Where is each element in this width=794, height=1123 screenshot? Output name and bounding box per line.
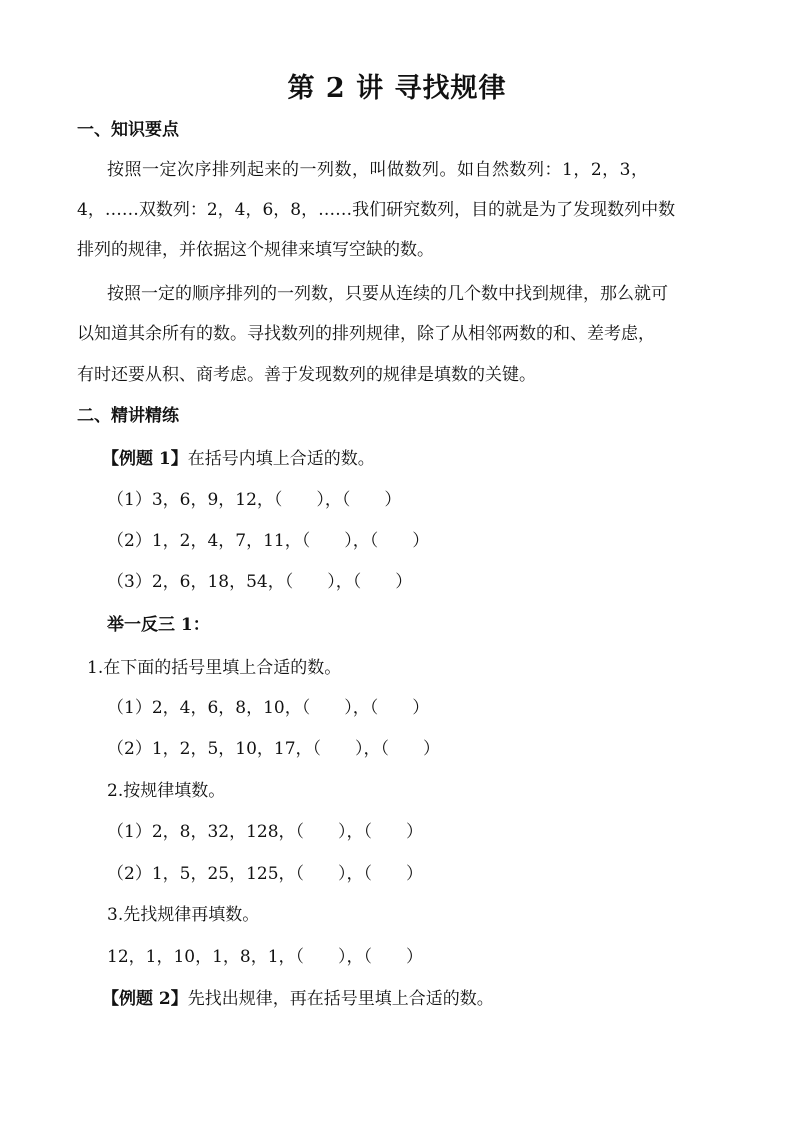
practice-q2-item-2: （2）1，5，25，125，（ ），（ ） (107, 864, 424, 884)
example-1-prompt (102, 447, 375, 471)
example-2-prompt (102, 987, 494, 1011)
practice-q3-item-1: 12，1，10，1，8，1，（ ），（ ） (107, 947, 424, 967)
paragraph-2-line-1: 按照一定的顺序排列的一列数，只要从连续的几个数中找到规律，那么就可 (107, 284, 668, 304)
paragraph-1-line-3: 排列的规律，并依据这个规律来填写空缺的数。 (77, 240, 434, 260)
practice-q1-item-2: （2）1，2，5，10，17，（ ），（ ） (107, 739, 441, 759)
practice-q2-item-1: （1）2，8，32，128，（ ），（ ） (107, 822, 424, 842)
paragraph-1-line-2: 4，……双数列：2，4，6，8，……我们研究数列，目的就是为了发现数列中数 (77, 200, 676, 220)
page-title: 第 2 讲 寻找规律 (287, 73, 507, 104)
practice-q2-text: 2.按规律填数。 (107, 781, 226, 801)
practice-q1-item-1: （1）2，4，6，8，10，（ ），（ ） (107, 698, 430, 718)
practice-heading: 举一反三 1： (107, 615, 210, 635)
practice-q1-text: 1.在下面的括号里填上合适的数。 (87, 658, 342, 678)
example-2-tag: 【例题 2】 (102, 989, 188, 1009)
example-1-item-2: （2）1，2，4，7，11，（ ），（ ） (107, 531, 430, 551)
example-1-item-1: （1）3，6，9，12，（ ），（ ） (107, 490, 402, 510)
paragraph-2-line-2: 以知道其余所有的数。寻找数列的排列规律，除了从相邻两数的和、差考虑， (77, 324, 655, 344)
practice-q3-text: 3.先找规律再填数。 (107, 905, 260, 925)
paragraph-2-line-3: 有时还要从积、商考虑。善于发现数列的规律是填数的关键。 (77, 365, 536, 385)
example-1-text: 在括号内填上合适的数。 (187, 449, 375, 469)
section-heading-practice: 二、精讲精练 (77, 406, 179, 426)
example-1-tag: 【例题 1】 (102, 449, 188, 469)
section-heading-knowledge: 一、知识要点 (77, 120, 179, 140)
example-2-text: 先找出规律，再在括号里填上合适的数。 (187, 989, 494, 1009)
example-1-item-3: （3）2，6，18，54，（ ），（ ） (107, 572, 413, 592)
paragraph-1-line-1: 按照一定次序排列起来的一列数，叫做数列。如自然数列：1，2，3， (107, 160, 649, 180)
